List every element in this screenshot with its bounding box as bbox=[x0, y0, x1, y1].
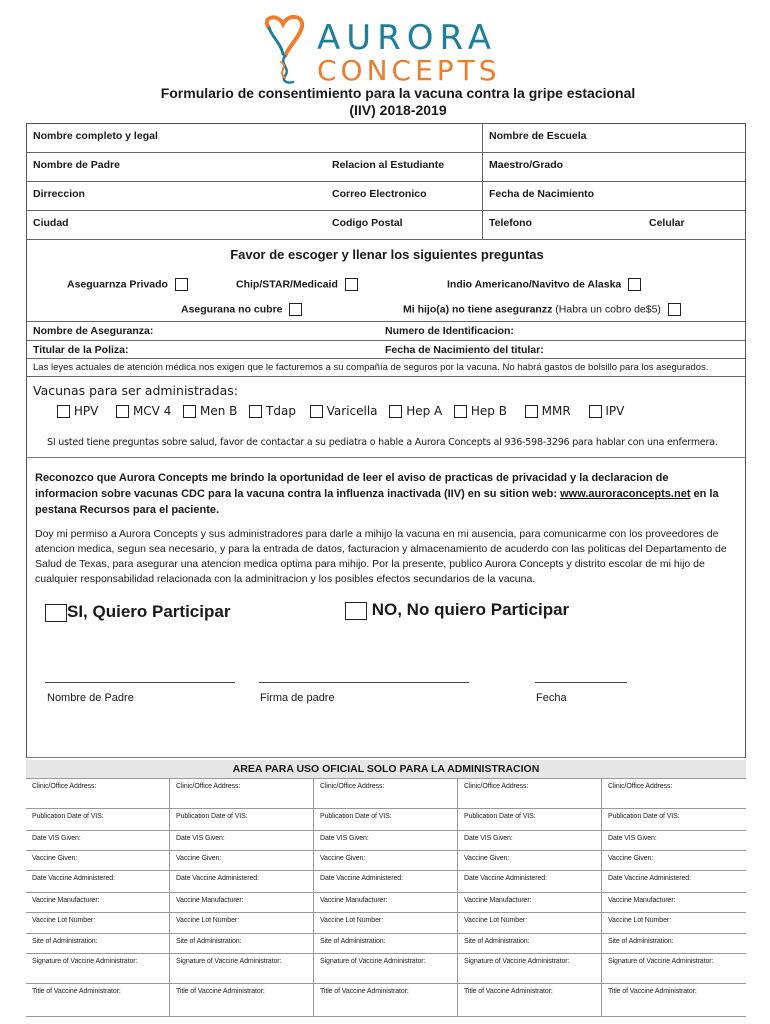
official-use-cell[interactable]: Vaccine Manufacturer: bbox=[170, 893, 314, 912]
hpv-checkbox[interactable] bbox=[57, 405, 70, 418]
email-field[interactable]: Correo Electronico bbox=[332, 188, 427, 200]
policy-holder-field[interactable]: Titular de la Poliza: bbox=[33, 344, 129, 356]
participate-no-checkbox[interactable] bbox=[345, 602, 367, 620]
tdap-label: Tdap bbox=[266, 404, 296, 418]
official-use-grid bbox=[26, 778, 746, 1017]
cell-phone-field[interactable]: Celular bbox=[649, 217, 685, 229]
official-use-cell[interactable]: Title of Vaccine Administrator: bbox=[26, 984, 170, 1016]
form-title-line1: Formulario de consentimiento para la vacuna contra la gripe estacional bbox=[160, 85, 636, 101]
insurance-name-field[interactable]: Nombre de Aseguranza: bbox=[33, 325, 154, 337]
tdap-checkbox[interactable] bbox=[249, 405, 262, 418]
native-american-checkbox[interactable] bbox=[628, 278, 641, 291]
official-use-cell[interactable]: Vaccine Given: bbox=[170, 851, 314, 870]
official-use-cell[interactable]: Date VIS Given: bbox=[608, 835, 657, 842]
official-use-row bbox=[26, 871, 746, 893]
official-use-cell[interactable]: Clinic/Office Address: bbox=[608, 783, 673, 790]
official-use-cell[interactable]: Vaccine Lot Number: bbox=[608, 917, 671, 924]
not-covered-label: Asegurana no cubre bbox=[181, 303, 283, 316]
chip-medicaid-checkbox[interactable] bbox=[345, 278, 358, 291]
participate-yes-option[interactable] bbox=[45, 602, 230, 622]
privacy-text-end: en la pestana Recursos para el paciente. bbox=[35, 488, 719, 516]
native-american-label: Indio Americano/Navitvo de Alaska bbox=[447, 278, 622, 291]
official-use-cell[interactable]: Title of Vaccine Administrator: bbox=[608, 988, 697, 995]
participate-yes-checkbox[interactable] bbox=[45, 604, 67, 622]
vaccines-section bbox=[26, 370, 746, 458]
heart-logo-icon bbox=[255, 10, 315, 88]
address-field[interactable]: Dirreccion bbox=[33, 188, 85, 200]
vaccine-option-hepb[interactable] bbox=[454, 404, 507, 418]
official-use-cell[interactable]: Vaccine Manufacturer: bbox=[314, 893, 458, 912]
birthdate-field[interactable]: Fecha de Nacimiento bbox=[489, 188, 595, 200]
hepa-label: Hep A bbox=[406, 404, 443, 418]
holder-birthdate-field[interactable]: Fecha de Nacimiento del titular: bbox=[385, 344, 544, 356]
school-name-field[interactable]: Nombre de Escuela bbox=[489, 130, 587, 142]
participate-yes-label: SI, Quiero Participar bbox=[67, 602, 231, 621]
private-insurance-option[interactable] bbox=[67, 278, 188, 291]
official-use-row bbox=[26, 831, 746, 851]
ipv-checkbox[interactable] bbox=[589, 405, 602, 418]
official-use-cell[interactable]: Publication Date of VIS: bbox=[608, 813, 680, 820]
official-use-row bbox=[26, 809, 746, 831]
official-use-cell[interactable]: Publication Date of VIS: bbox=[26, 809, 170, 830]
official-use-cell[interactable]: Vaccine Manufacturer: bbox=[608, 897, 676, 904]
official-use-cell[interactable]: Date Vaccine Administered: bbox=[314, 871, 458, 892]
official-use-row bbox=[26, 934, 746, 954]
official-use-cell[interactable]: Vaccine Manufacturer: bbox=[26, 893, 170, 912]
official-use-cell[interactable]: Date VIS Given: bbox=[314, 831, 458, 850]
official-use-cell[interactable]: Site of Administration: bbox=[608, 938, 674, 945]
aurora-concepts-logo bbox=[255, 10, 525, 88]
official-use-cell[interactable]: Vaccine Lot Number: bbox=[458, 913, 602, 933]
no-insurance-fee-note: (Habra un cobro de$5) bbox=[555, 303, 661, 316]
logo-word-concepts: CONCEPTS bbox=[317, 54, 501, 87]
private-insurance-checkbox[interactable] bbox=[175, 278, 188, 291]
full-name-field[interactable]: Nombre completo y legal bbox=[33, 130, 158, 142]
official-use-cell[interactable]: Vaccine Lot Number: bbox=[314, 913, 458, 933]
permission-statement: Doy mi permiso a Aurora Concepts y sus administradores para darle a mihijo la vacuna en mi ausencia, para comunicarme con los proveedores de atencion medica, segun sea necesario, y para la entrada de datos, facturacion y almacenamiento de acuderdo con las politicas del Departamento de Salud de Texas, para asegurar una atencion medica optima para mihijo. Por la presente, publico Aurora Concepts y distrito escolar de mi hijo de cualquier responsabilidad relacionada con la adminitracion y los posibles efectos secundarios de la vacuna. bbox=[35, 528, 727, 585]
hepb-label: Hep B bbox=[470, 404, 507, 418]
id-number-field[interactable]: Numero de Identificacion: bbox=[385, 325, 514, 337]
official-use-row bbox=[26, 893, 746, 913]
official-use-cell[interactable]: Title of Vaccine Administrator: bbox=[458, 984, 602, 1016]
participate-no-label: NO, No quiero Participar bbox=[371, 600, 570, 619]
mcv4-checkbox[interactable] bbox=[116, 405, 129, 418]
vaccine-options bbox=[57, 404, 624, 418]
official-use-cell[interactable]: Date Vaccine Administered: bbox=[170, 871, 314, 892]
official-use-cell[interactable]: Signature of Vaccine Administrator: bbox=[26, 954, 170, 983]
vaccine-option-ipv[interactable] bbox=[589, 404, 625, 418]
parent-name-field[interactable]: Nombre de Padre bbox=[33, 159, 120, 171]
insurance-heading: Favor de escoger y llenar los siguientes preguntas bbox=[230, 247, 544, 262]
official-use-cell[interactable]: Clinic/Office Address: bbox=[458, 779, 602, 808]
official-use-cell[interactable]: Vaccine Lot Number: bbox=[26, 913, 170, 933]
menb-label: Men B bbox=[200, 404, 238, 418]
official-use-cell[interactable]: Date Vaccine Administered: bbox=[458, 871, 602, 892]
vaccine-option-hepa[interactable] bbox=[389, 404, 442, 418]
official-use-cell[interactable]: Site of Administration: bbox=[26, 934, 170, 953]
official-use-row bbox=[26, 984, 746, 1017]
city-field[interactable]: Ciudad bbox=[33, 217, 69, 229]
chip-medicaid-label: Chip/STAR/Medicaid bbox=[236, 278, 338, 291]
official-use-cell[interactable]: Clinic/Office Address: bbox=[170, 779, 314, 808]
no-insurance-checkbox[interactable] bbox=[668, 303, 681, 316]
health-questions-note: SI usted tiene preguntas sobre salud, favor de contactar a su pediatra o hable a Aurora Concepts al 936-598-3296 para hablar con una enfermera. bbox=[47, 437, 718, 448]
official-use-cell[interactable]: Vaccine Given: bbox=[608, 855, 654, 862]
official-use-row bbox=[26, 954, 746, 984]
native-american-option[interactable] bbox=[447, 278, 641, 291]
private-insurance-label: Aseguarnza Privado bbox=[67, 278, 168, 291]
official-use-cell[interactable]: Publication Date of VIS: bbox=[314, 809, 458, 830]
no-insurance-option[interactable] bbox=[403, 303, 681, 316]
official-use-heading: AREA PARA USO OFICIAL SOLO PARA LA ADMINISTRACION bbox=[26, 760, 746, 778]
official-use-cell[interactable]: Vaccine Given: bbox=[314, 851, 458, 870]
not-covered-checkbox[interactable] bbox=[289, 303, 302, 316]
vaccine-option-mcv4[interactable] bbox=[116, 404, 171, 418]
official-use-cell[interactable]: Clinic/Office Address: bbox=[314, 779, 458, 808]
hepa-checkbox[interactable] bbox=[389, 405, 402, 418]
official-use-cell[interactable]: Date VIS Given: bbox=[170, 831, 314, 850]
vaccines-heading: Vacunas para ser administradas: bbox=[33, 383, 238, 398]
relation-field[interactable]: Relacion al Estudiante bbox=[332, 159, 445, 171]
official-use-cell[interactable]: Signature of Vaccine Administrator: bbox=[458, 954, 602, 983]
not-covered-option[interactable] bbox=[181, 303, 302, 316]
form-title-line2: (IIV) 2018-2019 bbox=[349, 102, 447, 118]
official-use-cell[interactable]: Date VIS Given: bbox=[26, 831, 170, 850]
official-use-row bbox=[26, 851, 746, 871]
official-use-cell[interactable]: Vaccine Lot Number: bbox=[170, 913, 314, 933]
varicella-label: Varicella bbox=[326, 404, 378, 418]
official-use-cell[interactable]: Date Vaccine Administered: bbox=[26, 871, 170, 892]
official-use-cell[interactable]: Signature of Vaccine Administrator: bbox=[608, 958, 714, 965]
mmr-checkbox[interactable] bbox=[525, 405, 538, 418]
zip-code-field[interactable]: Codigo Postal bbox=[332, 217, 403, 229]
hepb-checkbox[interactable] bbox=[454, 405, 467, 418]
privacy-text: Reconozco que Aurora Concepts me brindo la oportunidad de leer el aviso de practicas de privacidad y la declaracion de informacion sobre vacunas CDC para la vacuna contra la influenza inactivada (IIV) en su sition web: bbox=[35, 472, 669, 500]
official-use-cell[interactable]: Vaccine Given: bbox=[458, 851, 602, 870]
mmr-label: MMR bbox=[541, 404, 571, 418]
parent-signature-label[interactable]: Firma de padre bbox=[260, 692, 335, 704]
hpv-label: HPV bbox=[73, 404, 99, 418]
official-use-cell[interactable]: Site of Administration: bbox=[458, 934, 602, 953]
vaccine-option-varicella[interactable] bbox=[310, 404, 378, 418]
privacy-acknowledgement bbox=[35, 470, 725, 518]
official-use-row bbox=[26, 913, 746, 934]
official-use-cell[interactable]: Publication Date of VIS: bbox=[170, 809, 314, 830]
official-use-cell[interactable]: Date Vaccine Administered: bbox=[608, 875, 691, 882]
parent-name-signature-label[interactable]: Nombre de Padre bbox=[47, 692, 134, 704]
official-use-cell[interactable]: Signature of Vaccine Administrator: bbox=[170, 954, 314, 983]
signature-date-label[interactable]: Fecha bbox=[536, 692, 567, 704]
official-use-cell[interactable]: Site of Administration: bbox=[314, 934, 458, 953]
official-use-cell[interactable]: Signature of Vaccine Administrator: bbox=[314, 954, 458, 983]
official-use-cell[interactable]: Clinic/Office Address: bbox=[26, 779, 170, 808]
website-link[interactable]: www.auroraconcepts.net bbox=[560, 488, 691, 500]
official-use-cell[interactable]: Publication Date of VIS: bbox=[458, 809, 602, 830]
menb-checkbox[interactable] bbox=[183, 405, 196, 418]
ipv-label: IPV bbox=[605, 404, 625, 418]
official-use-cell[interactable]: Site of Administration: bbox=[170, 934, 314, 953]
teacher-grade-field[interactable]: Maestro/Grado bbox=[489, 159, 564, 171]
official-use-cell[interactable]: Vaccine Manufacturer: bbox=[458, 893, 602, 912]
official-use-cell[interactable]: Vaccine Given: bbox=[26, 851, 170, 870]
official-use-cell[interactable]: Date VIS Given: bbox=[458, 831, 602, 850]
phone-field[interactable]: Telefono bbox=[489, 217, 532, 229]
billing-notice: Las leyes actuales de atención médica nos exigen que le facturemos a su compañía de seguros por la vacuna. No habrá gastos de bolsillo para los asegurados. bbox=[33, 362, 709, 373]
participate-no-option[interactable] bbox=[345, 600, 569, 620]
no-insurance-label: Mi hijo(a) no tiene aseguranzz bbox=[403, 303, 553, 316]
vaccine-option-mmr[interactable] bbox=[525, 404, 571, 418]
student-info-form bbox=[26, 123, 746, 377]
chip-medicaid-option[interactable] bbox=[236, 278, 358, 291]
official-use-cell[interactable]: Title of Vaccine Administrator: bbox=[314, 984, 458, 1016]
varicella-checkbox[interactable] bbox=[310, 405, 323, 418]
mcv4-label: MCV 4 bbox=[132, 404, 172, 418]
official-use-row bbox=[26, 779, 746, 809]
consent-section bbox=[26, 458, 746, 758]
vaccine-option-menb[interactable] bbox=[183, 404, 237, 418]
vaccine-option-tdap[interactable] bbox=[249, 404, 296, 418]
official-use-cell[interactable]: Title of Vaccine Administrator: bbox=[170, 984, 314, 1016]
logo-word-aurora: AURORA bbox=[317, 18, 498, 58]
vaccine-option-hpv[interactable] bbox=[57, 404, 98, 418]
